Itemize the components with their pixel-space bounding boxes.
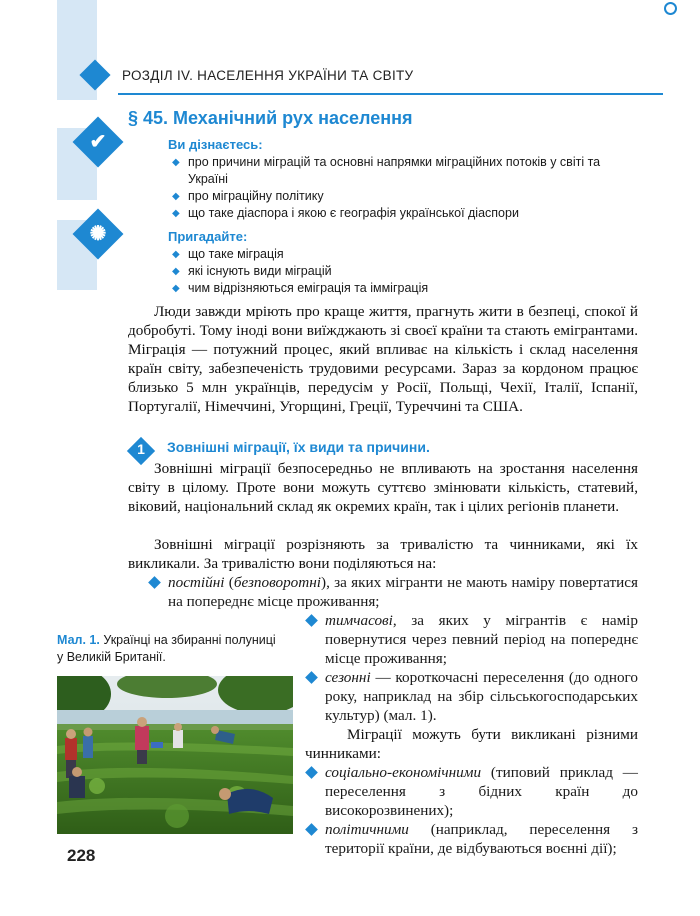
subsection-paragraph-2: Зовнішні міграції розрізняють за тривалістю та чинниками, які їх викликали. За тривалістю вони поділяються на: [128, 536, 638, 572]
subsection-paragraph-3: Міграції можуть бути викликані різними чинниками: [305, 726, 638, 762]
learn-list [170, 154, 640, 222]
duration-list [305, 611, 638, 725]
subsection-title: Зовнішні міграції, їх види та причини. [167, 439, 430, 455]
list-item: ◆ про міграційну політику [172, 189, 324, 203]
recall-heading: Пригадайте: [168, 229, 248, 244]
list-item: сезонні — короткочасні переселення (до одного року, наприклад на збір сільськогосподарських культур) (мал. 1). [305, 668, 638, 725]
list-item: тимчасові, за яких у мігрантів є намір повернутися через певний період на попереднє місце проживання; [305, 611, 638, 668]
checkmark-icon: ✔ [89, 131, 107, 153]
list-item: ◆ чим відрізняються еміграція та імміграція [172, 281, 429, 295]
lightbulb-icon: ✺ [89, 223, 107, 245]
bullet-icon: ◆ [172, 157, 180, 168]
list-item: ◆ що таке міграція [172, 247, 284, 261]
causes-list [305, 763, 638, 858]
section-title: § 45. Механічний рух населення [128, 108, 413, 128]
chapter-title: РОЗДІЛ IV. НАСЕЛЕННЯ УКРАЇНИ ТА СВІТУ [122, 68, 414, 83]
bullet-icon: ◆ [172, 266, 180, 277]
header-rule [118, 93, 663, 95]
list-item: ◆ про причини міграцій та основні напрямки міграційних потоків у світі та Україні [172, 155, 601, 186]
bullet-icon [305, 766, 318, 779]
list-item: політичними (наприклад, переселення з території країни, де відбуваються воєнні дії); [305, 820, 638, 858]
page-number: 228 [67, 846, 96, 865]
list-item: ◆ які існують види міграцій [172, 264, 332, 278]
duration-list-top [148, 573, 638, 611]
bullet-icon: ◆ [172, 249, 180, 260]
intro-paragraph: Люди завжди мріють про краще життя, прагнуть жити в безпеці, спокої й добробуті. Тому іноді вони виїжджають зі своєї країни та стають емігрантами. Міграція — потужний процес, який впливає на кількість і склад населення країн світу, забезпеченість трудовими ресурсами. Зараз за кордоном працює близько 5 млн українців, передусім у Росії, Польщі, Чехії, Італії, Іспанії, Португалії, Німеччині, Угорщині, Греції, Туреччині та США. [128, 303, 638, 415]
bullet-icon [305, 614, 318, 627]
publisher-logo [664, 2, 677, 15]
strawberry-harvest-photo [57, 676, 293, 834]
bullet-icon [305, 823, 318, 836]
bullet-icon: ◆ [172, 191, 180, 202]
figure-label: Мал. 1. [57, 633, 100, 647]
recall-list [170, 246, 640, 297]
bullet-icon: ◆ [172, 208, 180, 219]
subsection-paragraph-1: Зовнішні міграції безпосередньо не впливають на зростання населення світу в цілому. Проте вони можуть суттєво змінювати кількість, статевий, віковий, національний склад як окремих країн, так і цілих регіонів планети. [128, 460, 638, 515]
list-item: соціально-економічними (типовий приклад — переселення з бідних країн до високорозвинених); [305, 763, 638, 820]
bullet-icon: ◆ [172, 283, 180, 294]
bullet-icon [305, 671, 318, 684]
list-item: ◆ що таке діаспора і якою є географія української діаспори [172, 206, 519, 220]
list-item: постійні (безповоротні), за яких мігранти не мають наміру повертатися на попереднє місце проживання; [148, 573, 638, 611]
bullet-icon [148, 576, 161, 589]
subsection-number: 1 [137, 441, 145, 457]
learn-heading: Ви дізнаєтесь: [168, 137, 263, 152]
figure-caption: Мал. 1. Українці на збиранні полуниці у Великій Британії. [57, 633, 276, 664]
